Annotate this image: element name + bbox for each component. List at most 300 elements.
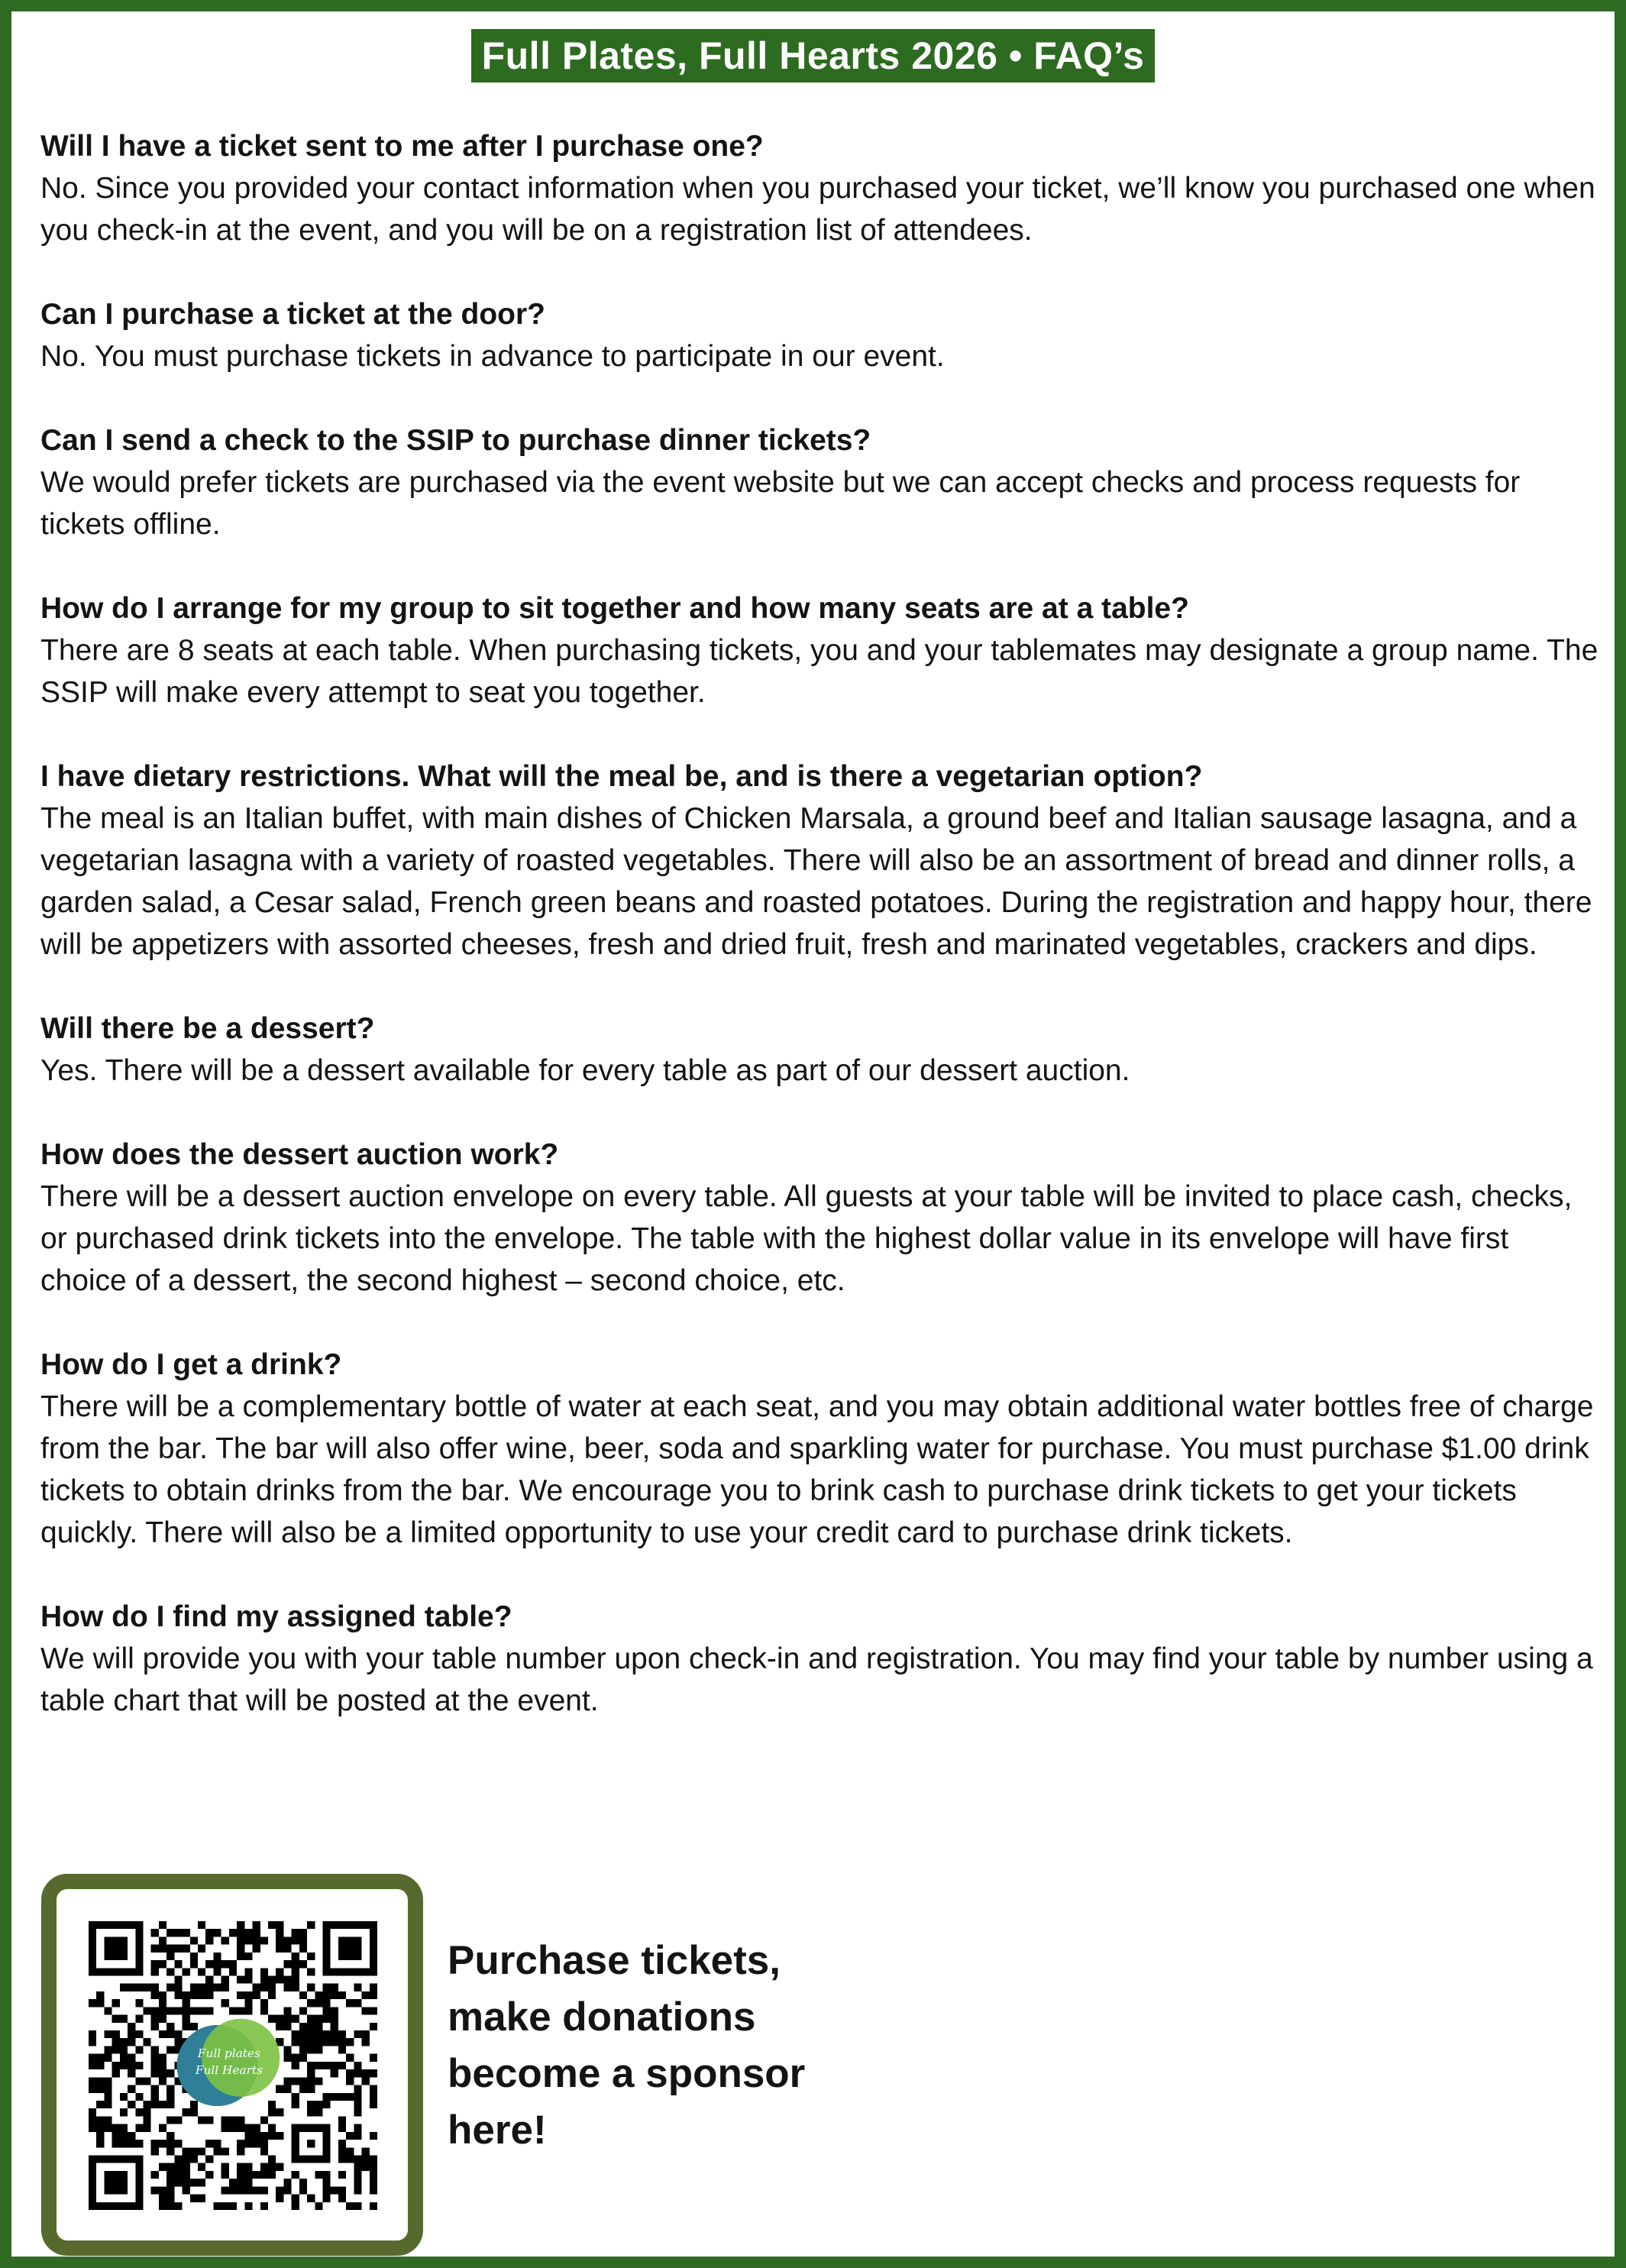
qr-module — [338, 2155, 346, 2163]
qr-module — [307, 1921, 315, 1929]
qr-module — [315, 2101, 322, 2108]
qr-module — [244, 1976, 252, 1984]
qr-module — [96, 2054, 104, 2062]
qr-module — [128, 2038, 135, 2046]
qr-module — [268, 1921, 276, 1929]
qr-module — [104, 2030, 112, 2038]
qr-module — [229, 1960, 237, 1968]
qr-module — [237, 2186, 244, 2194]
qr-module — [322, 2179, 330, 2186]
qr-module — [370, 2171, 377, 2179]
qr-module — [166, 2147, 174, 2155]
qr-module — [174, 2202, 182, 2210]
qr-module — [292, 1976, 299, 1984]
qr-module — [205, 1960, 213, 1968]
qr-module — [221, 2186, 229, 2194]
qr-module — [260, 2007, 268, 2014]
qr-module — [112, 2015, 120, 2023]
qr-module — [151, 2186, 159, 2194]
qr-module — [338, 2147, 346, 2155]
qr-module — [315, 2077, 322, 2085]
qr-module — [370, 2155, 377, 2163]
qr-module — [315, 1999, 322, 2007]
qr-module — [307, 2069, 315, 2077]
qr-module — [307, 1984, 315, 1991]
qr-module — [322, 2171, 330, 2179]
qr-module — [244, 2140, 252, 2147]
qr-module — [315, 2046, 322, 2053]
qr-module — [322, 2186, 330, 2194]
qr-module — [151, 1984, 159, 1991]
qr-module — [213, 2140, 221, 2147]
qr-module — [112, 2062, 120, 2069]
qr-module — [205, 2116, 213, 2124]
qr-module — [331, 2069, 338, 2077]
qr-module — [338, 2038, 346, 2046]
faq-item — [40, 755, 1599, 966]
qr-module — [307, 2030, 315, 2038]
qr-module — [205, 1929, 213, 1936]
faq-question: How does the dessert auction work? — [40, 1138, 559, 1171]
qr-module — [135, 2046, 143, 2053]
qr-module — [276, 2132, 283, 2140]
qr-module — [276, 1945, 283, 1953]
qr-module — [190, 2195, 198, 2202]
qr-module — [221, 2124, 229, 2132]
qr-module — [135, 1999, 143, 2007]
qr-module — [221, 1999, 229, 2007]
qr-module — [159, 1991, 166, 1999]
cta-line: here! — [448, 2108, 547, 2153]
svg-text:Full Hearts: Full Hearts — [195, 2063, 263, 2078]
qr-module — [166, 2030, 174, 2038]
qr-module — [198, 2116, 205, 2124]
qr-module — [190, 2023, 198, 2030]
qr-module — [253, 2186, 260, 2194]
qr-module — [190, 2108, 198, 2116]
qr-module — [299, 2030, 307, 2038]
qr-module — [370, 2163, 377, 2171]
qr-module — [144, 2038, 151, 2046]
qr-module — [159, 2069, 166, 2077]
qr-module — [244, 2132, 252, 2140]
qr-module — [174, 1984, 182, 1991]
qr-module — [322, 2093, 330, 2101]
svg-text:Full plates: Full plates — [197, 2046, 260, 2060]
qr-module — [276, 2085, 283, 2093]
qr-module — [299, 2007, 307, 2014]
qr-module — [331, 2093, 338, 2101]
qr-module — [151, 2140, 159, 2147]
qr-module — [104, 2007, 112, 2014]
qr-code-icon[interactable] — [89, 1921, 377, 2210]
qr-module — [237, 1921, 244, 1929]
qr-module — [362, 2069, 370, 2077]
qr-module — [283, 1945, 291, 1953]
qr-module — [144, 1984, 151, 1991]
qr-module — [166, 1953, 174, 1960]
qr-module — [183, 1945, 190, 1953]
qr-module — [213, 1953, 221, 1960]
qr-module — [260, 2171, 268, 2179]
qr-module — [128, 1984, 135, 1991]
qr-module — [362, 2007, 370, 2014]
qr-module — [104, 2101, 112, 2108]
qr-module — [276, 2015, 283, 2023]
qr-module — [151, 2085, 159, 2093]
qr-module — [307, 2195, 315, 2202]
qr-module — [174, 2163, 182, 2171]
qr-module — [159, 2030, 166, 2038]
faq-answer: There will be a complementary bottle of water at each seat, and you may obtain additional water bottles free of charge from the bar. The bar will also offer wine, beer, soda and sparkling water for purchase. You must purchase $1.00 drink tickets to obtain drinks from the bar. We encourage you to brink cash to purchase drink tickets to get your tickets quickly. There will also be a limited opportunity to use your credit card to purchase drink tickets. — [40, 1390, 1594, 1549]
qr-module — [104, 2054, 112, 2062]
qr-module — [213, 1984, 221, 1991]
qr-module — [244, 1929, 252, 1936]
qr-module — [299, 1991, 307, 1999]
qr-module — [166, 2046, 174, 2053]
qr-module — [166, 2186, 174, 2194]
qr-module — [322, 2038, 330, 2046]
qr-module — [307, 2023, 315, 2030]
qr-module — [354, 1984, 361, 1991]
qr-module — [362, 2077, 370, 2085]
qr-module — [159, 2007, 166, 2014]
qr-module — [307, 2085, 315, 2093]
qr-module — [346, 2093, 354, 2101]
qr-module — [128, 2054, 135, 2062]
qr-module — [151, 2007, 159, 2014]
qr-module — [283, 1976, 291, 1984]
qr-module — [292, 1968, 299, 1975]
qr-module — [276, 2195, 283, 2202]
qr-module — [183, 2023, 190, 2030]
qr-module — [190, 1991, 198, 1999]
qr-module — [307, 2108, 315, 2116]
qr-module — [253, 2171, 260, 2179]
qr-module — [183, 1991, 190, 1999]
qr-module — [354, 2155, 361, 2163]
qr-module — [144, 2108, 151, 2116]
qr-module — [198, 1984, 205, 1991]
cta-line: make donations — [448, 1995, 756, 2040]
qr-module — [299, 2046, 307, 2053]
qr-module — [268, 2163, 276, 2171]
qr-module — [128, 2140, 135, 2147]
qr-module — [260, 2186, 268, 2194]
qr-module — [89, 1999, 96, 2007]
qr-module — [331, 1984, 338, 1991]
qr-module — [221, 2147, 229, 2155]
faq-question: I have dietary restrictions. What will the meal be, and is there a vegetarian option? — [40, 760, 1203, 793]
qr-module — [89, 2030, 96, 2038]
qr-module — [292, 1936, 299, 1944]
qr-module — [205, 2155, 213, 2163]
qr-module — [104, 2116, 112, 2124]
qr-module — [299, 2038, 307, 2046]
qr-module — [104, 2085, 112, 2093]
qr-module — [322, 2030, 330, 2038]
qr-module — [96, 2085, 104, 2093]
qr-module — [174, 2155, 182, 2163]
qr-module — [89, 2054, 96, 2062]
qr-module — [292, 2015, 299, 2023]
qr-module — [370, 2186, 377, 2194]
qr-module — [120, 2132, 128, 2140]
qr-module — [166, 2101, 174, 2108]
qr-module — [213, 2202, 221, 2210]
qr-module — [338, 2116, 346, 2124]
qr-module — [128, 2132, 135, 2140]
qr-module — [96, 2124, 104, 2132]
qr-module — [283, 2186, 291, 2194]
qr-module — [299, 2186, 307, 2194]
qr-module — [174, 2030, 182, 2038]
qr-module — [244, 2124, 252, 2132]
qr-module — [354, 1999, 361, 2007]
cta-line: Purchase tickets, — [448, 1938, 781, 1983]
qr-module — [283, 2077, 291, 2085]
qr-module — [166, 2069, 174, 2077]
qr-module — [331, 2030, 338, 2038]
qr-module — [174, 1929, 182, 1936]
qr-module — [128, 2023, 135, 2030]
qr-module — [244, 1991, 252, 1999]
qr-module — [135, 2062, 143, 2069]
qr-module — [221, 1960, 229, 1968]
qr-module — [283, 2046, 291, 2053]
faq-answer: The meal is an Italian buffet, with main dishes of Chicken Marsala, a ground beef and Italian sausage lasagna, and a vegetarian lasagna with a variety of roasted vegetables. There will also be an assortment of bread and dinner rolls, a garden salad, a Cesar salad, French green beans and roasted potatoes. During the registration and happy hour, there will be appetizers with assorted cheeses, fresh and dried fruit, fresh and marinated vegetables, crackers and dips. — [40, 802, 1592, 961]
faq-answer: We would prefer tickets are purchased via the event website but we can accept checks and process requests for tickets offline. — [40, 466, 1521, 541]
qr-module — [198, 1921, 205, 1929]
qr-module — [159, 2015, 166, 2023]
qr-module — [159, 1945, 166, 1953]
qr-module — [268, 1991, 276, 1999]
qr-module — [112, 2069, 120, 2077]
qr-module — [144, 2007, 151, 2014]
qr-module — [104, 2124, 112, 2132]
qr-module — [292, 1960, 299, 1968]
qr-module — [151, 1929, 159, 1936]
qr-module — [276, 1929, 283, 1936]
qr-module — [354, 2132, 361, 2140]
faq-answer: No. Since you provided your contact information when you purchased your ticket, we’ll know you purchased one when you check-in at the event, and you will be on a registration list of attendees. — [40, 172, 1595, 247]
qr-module — [221, 2163, 229, 2171]
qr-module — [174, 2179, 182, 2186]
qr-module — [183, 1968, 190, 1975]
qr-module — [166, 2140, 174, 2147]
qr-module — [89, 2077, 96, 2085]
qr-module — [166, 2171, 174, 2179]
qr-module — [159, 2202, 166, 2210]
qr-module — [276, 2163, 283, 2171]
qr-module — [89, 2108, 96, 2116]
qr-module — [338, 2030, 346, 2038]
qr-module — [292, 2038, 299, 2046]
qr-module — [315, 2015, 322, 2023]
qr-module — [120, 2054, 128, 2062]
faq-item — [40, 1596, 1599, 1722]
qr-module — [237, 1953, 244, 1960]
qr-module — [260, 1968, 268, 1975]
qr-module — [96, 2140, 104, 2147]
qr-module — [151, 2147, 159, 2155]
faq-item — [40, 125, 1599, 251]
qr-module — [307, 1968, 315, 1975]
qr-module — [174, 1991, 182, 1999]
qr-module — [260, 2116, 268, 2124]
qr-module — [331, 2062, 338, 2069]
qr-module — [174, 2116, 182, 2124]
qr-module — [315, 2030, 322, 2038]
qr-module — [112, 2046, 120, 2053]
qr-module — [292, 1929, 299, 1936]
qr-module — [151, 2101, 159, 2108]
qr-module — [221, 2171, 229, 2179]
qr-module — [268, 2108, 276, 2116]
qr-module — [120, 2046, 128, 2053]
qr-module — [268, 2101, 276, 2108]
qr-module — [190, 1960, 198, 1968]
qr-module — [362, 2163, 370, 2171]
qr-module — [338, 2140, 346, 2147]
qr-module — [144, 2101, 151, 2108]
qr-module — [338, 2195, 346, 2202]
qr-module — [283, 2015, 291, 2023]
qr-module — [370, 2101, 377, 2108]
faq-item — [40, 1344, 1599, 1554]
qr-module — [292, 2054, 299, 2062]
qr-module — [135, 2124, 143, 2132]
qr-module — [276, 2023, 283, 2030]
qr-module — [205, 1936, 213, 1944]
qr-module — [370, 2085, 377, 2093]
qr-module — [237, 2007, 244, 2014]
qr-module — [322, 1999, 330, 2007]
qr-module — [128, 2085, 135, 2093]
qr-module — [151, 1968, 159, 1975]
faq-item — [40, 1134, 1599, 1302]
qr-module — [299, 1936, 307, 1944]
qr-module — [292, 2101, 299, 2108]
qr-module — [159, 2124, 166, 2132]
qr-module — [229, 2179, 237, 2186]
qr-module — [299, 2054, 307, 2062]
qr-module — [183, 2171, 190, 2179]
qr-module — [331, 2023, 338, 2030]
qr-module — [253, 1984, 260, 1991]
qr-module — [292, 2077, 299, 2085]
qr-module — [205, 1976, 213, 1984]
qr-module — [237, 2140, 244, 2147]
qr-module — [362, 2030, 370, 2038]
qr-module — [213, 1929, 221, 1936]
qr-module — [354, 2202, 361, 2210]
qr-module — [322, 2101, 330, 2108]
faq-item — [40, 419, 1599, 545]
qr-module — [283, 2054, 291, 2062]
qr-module — [183, 2186, 190, 2194]
qr-module — [159, 2101, 166, 2108]
qr-module — [244, 2163, 252, 2171]
qr-module — [96, 2062, 104, 2069]
qr-module — [370, 2179, 377, 2186]
qr-module — [120, 2093, 128, 2101]
qr-module — [338, 1991, 346, 1999]
qr-module — [283, 2085, 291, 2093]
qr-module — [268, 2171, 276, 2179]
qr-code-frame[interactable] — [41, 1874, 423, 2256]
qr-module — [190, 1984, 198, 1991]
qr-module — [237, 1929, 244, 1936]
qr-module — [244, 1953, 252, 1960]
qr-logo — [176, 2019, 280, 2106]
qr-module — [221, 2116, 229, 2124]
qr-module — [244, 2179, 252, 2186]
qr-module — [292, 1953, 299, 1960]
qr-module — [362, 2038, 370, 2046]
qr-module — [315, 2062, 322, 2069]
qr-module — [370, 2132, 377, 2140]
qr-module — [198, 1945, 205, 1953]
qr-module — [198, 2007, 205, 2014]
qr-module — [159, 2163, 166, 2171]
qr-module — [135, 2140, 143, 2147]
qr-module — [135, 2015, 143, 2023]
qr-module — [260, 2140, 268, 2147]
qr-module — [354, 2108, 361, 2116]
qr-module — [331, 2038, 338, 2046]
qr-module — [253, 2140, 260, 2147]
qr-module — [120, 2124, 128, 2132]
qr-module — [229, 2124, 237, 2132]
qr-module — [205, 2140, 213, 2147]
qr-module — [370, 1991, 377, 1999]
qr-module — [183, 2015, 190, 2023]
qr-module — [244, 1968, 252, 1975]
qr-module — [315, 2038, 322, 2046]
faq-answer: There are 8 seats at each table. When purchasing tickets, you and your tablemates may designate a group name. The SSIP will make every attempt to seat you together. — [40, 634, 1599, 709]
qr-module — [166, 2085, 174, 2093]
qr-module — [307, 1999, 315, 2007]
faq-list — [40, 125, 1599, 1764]
qr-module — [104, 2046, 112, 2053]
qr-module — [229, 1929, 237, 1936]
qr-module — [346, 2054, 354, 2062]
qr-module — [159, 1960, 166, 1968]
qr-module — [268, 2015, 276, 2023]
qr-module — [183, 2147, 190, 2155]
qr-module — [276, 1976, 283, 1984]
qr-module — [331, 1991, 338, 1999]
qr-module — [112, 2038, 120, 2046]
qr-module — [166, 2093, 174, 2101]
qr-module — [128, 2062, 135, 2069]
qr-module — [346, 2147, 354, 2155]
qr-module — [338, 2171, 346, 2179]
qr-module — [237, 2116, 244, 2124]
qr-module — [151, 2054, 159, 2062]
qr-module — [135, 2077, 143, 2085]
qr-module — [346, 2155, 354, 2163]
qr-module — [151, 1945, 159, 1953]
cta-line: become a sponsor — [448, 2051, 806, 2096]
qr-module — [244, 1999, 252, 2007]
qr-module — [315, 2108, 322, 2116]
faq-question: Can I send a check to the SSIP to purchase dinner tickets? — [40, 424, 871, 457]
qr-module — [104, 2093, 112, 2101]
qr-module — [151, 1991, 159, 1999]
qr-module — [276, 1921, 283, 1929]
